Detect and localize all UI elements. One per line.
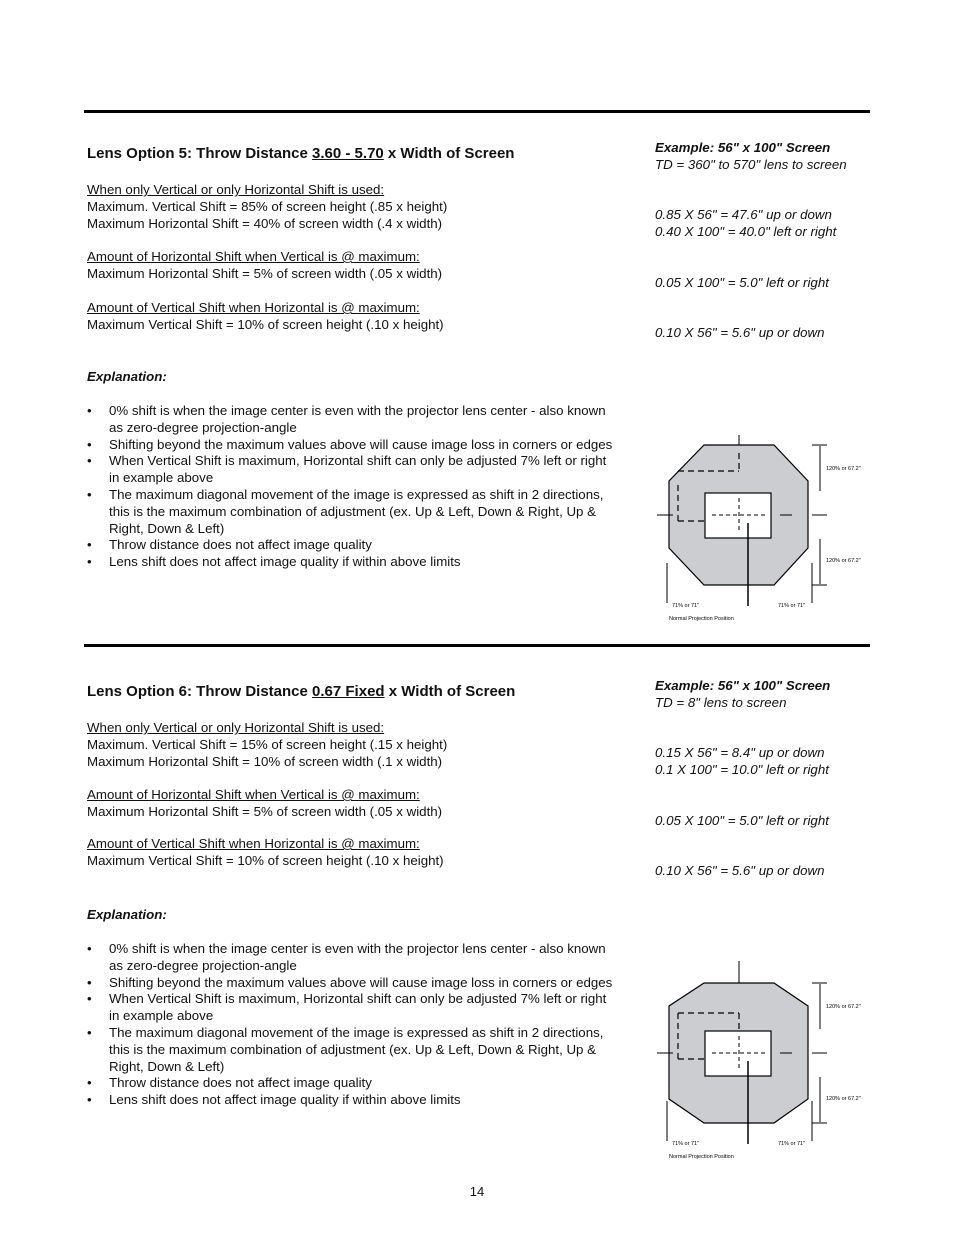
calc-horizontal: 0.40 X 100" = 40.0" left or right <box>655 224 837 239</box>
v-when-h-value: Maximum Vertical Shift = 10% of screen height (.10 x height) <box>87 852 444 868</box>
label-normal-position: Normal Projection Position <box>669 1154 734 1160</box>
bullet-line: Shifting beyond the maximum values above will cause image loss in corners or edges <box>109 974 613 990</box>
bullet-line: as zero-degree projection-angle <box>109 419 297 435</box>
label-top: 120% or 67.2" <box>826 466 861 472</box>
bullet-line: as zero-degree projection-angle <box>109 957 297 973</box>
heading-prefix: Lens Option 5: Throw Distance <box>87 145 313 162</box>
explanation-list <box>87 403 657 571</box>
bullet-line: 0% shift is when the image center is even with the projector lens center - also known <box>109 941 606 956</box>
bullet-line: Throw distance does not affect image quality <box>109 1075 372 1091</box>
h-when-v-value: Maximum Horizontal Shift = 5% of screen width (.05 x width) <box>87 265 443 281</box>
list-item: • The maximum diagonal movement of the image is expressed as shift in 2 directions, this is the maximum combination of adjustment (ex. Up & Left, Down & Right, Up & Right, Down & Left) <box>87 486 604 536</box>
shift-limits-block <box>87 720 447 770</box>
bullet-line: Shifting beyond the maximum values above will cause image loss in corners or edges <box>109 436 613 452</box>
h-when-v-block <box>87 787 442 821</box>
calc-v-when-h: 0.10 X 56" = 5.6" up or down <box>655 863 825 878</box>
bullet-line: in example above <box>109 1008 214 1024</box>
bullet-line: Right, Down & Left) <box>109 1058 225 1074</box>
explanation-list <box>87 941 657 1109</box>
bullet-line: Lens shift does not affect image quality if within above limits <box>109 1092 461 1108</box>
v-when-h-title: Amount of Vertical Shift when Horizontal is @ maximum: <box>87 300 420 315</box>
lens-option-5-section <box>0 113 954 633</box>
calc-v-when-h: 0.10 X 56" = 5.6" up or down <box>655 325 825 340</box>
label-right: 71% or 71" <box>778 603 806 609</box>
bullet-line: The maximum diagonal movement of the image is expressed as shift in 2 directions, <box>109 1024 604 1040</box>
only-shift-title: When only Vertical or only Horizontal Shift is used: <box>87 720 385 735</box>
list-item: • Lens shift does not affect image quality if within above limits <box>87 1092 461 1108</box>
h-when-v-block <box>87 249 442 283</box>
list-item: • Throw distance does not affect image quality <box>87 1075 372 1091</box>
bullet-line: in example above <box>109 470 214 486</box>
list-item: • Lens shift does not affect image quality if within above limits <box>87 554 461 570</box>
explanation-label: Explanation: <box>87 907 167 922</box>
calc-h-when-v: 0.05 X 100" = 5.0" left or right <box>655 813 829 828</box>
example-throw-distance: TD = 8" lens to screen <box>655 695 787 710</box>
lens-shift-diagram <box>650 423 880 633</box>
list-item: • When Vertical Shift is maximum, Horizontal shift can only be adjusted 7% left or right in example above <box>87 991 607 1024</box>
example-title: Example: 56" x 100" Screen <box>655 140 831 155</box>
heading-suffix: x Width of Screen <box>384 683 516 700</box>
v-when-h-value: Maximum Vertical Shift = 10% of screen height (.10 x height) <box>87 316 444 332</box>
lens-option-6-section <box>0 651 954 1171</box>
v-when-h-title: Amount of Vertical Shift when Horizontal is @ maximum: <box>87 836 420 851</box>
calc-block <box>655 744 829 778</box>
h-when-v-title: Amount of Horizontal Shift when Vertical is @ maximum: <box>87 787 420 802</box>
max-horizontal-shift: Maximum Horizontal Shift = 10% of screen width (.1 x width) <box>87 753 443 769</box>
top-rule-2 <box>84 644 870 647</box>
example-title: Example: 56" x 100" Screen <box>655 678 831 693</box>
example-block <box>655 677 830 711</box>
section-heading <box>87 683 515 700</box>
list-item: • Shifting beyond the maximum values above will cause image loss in corners or edges <box>87 436 613 452</box>
heading-prefix: Lens Option 6: Throw Distance <box>87 683 313 700</box>
bullet-line: Throw distance does not affect image quality <box>109 537 372 553</box>
example-throw-distance: TD = 360" to 570" lens to screen <box>655 157 847 172</box>
calc-h-when-v: 0.05 X 100" = 5.0" left or right <box>655 275 829 290</box>
calc-vertical: 0.15 X 56" = 8.4" up or down <box>655 745 825 760</box>
h-when-v-value: Maximum Horizontal Shift = 5% of screen width (.05 x width) <box>87 803 443 819</box>
list-item: • 0% shift is when the image center is even with the projector lens center - also known as zero-degree projection-angle <box>87 403 606 435</box>
explanation-label: Explanation: <box>87 369 167 384</box>
bullet-line: this is the maximum combination of adjustment (ex. Up & Left, Down & Right, Up & <box>109 503 597 519</box>
only-shift-title: When only Vertical or only Horizontal Shift is used: <box>87 182 385 197</box>
section-heading <box>87 145 514 162</box>
heading-throw-value: 0.67 Fixed <box>312 683 385 700</box>
list-item: • The maximum diagonal movement of the image is expressed as shift in 2 directions, this is the maximum combination of adjustment (ex. Up & Left, Down & Right, Up & Right, Down & Left) <box>87 1024 604 1074</box>
shift-limits-block <box>87 182 447 232</box>
label-bottom: 120% or 67.2" <box>826 1096 861 1102</box>
h-when-v-title: Amount of Horizontal Shift when Vertical is @ maximum: <box>87 249 420 264</box>
list-item: • Throw distance does not affect image quality <box>87 537 372 553</box>
max-horizontal-shift: Maximum Horizontal Shift = 40% of screen width (.4 x width) <box>87 215 443 231</box>
calc-vertical: 0.85 X 56" = 47.6" up or down <box>655 207 832 222</box>
label-right: 71% or 71" <box>778 1141 806 1147</box>
heading-throw-value: 3.60 - 5.70 <box>312 145 384 162</box>
v-when-h-block <box>87 836 444 870</box>
label-left: 71% or 71" <box>672 1141 700 1147</box>
lens-shift-diagram <box>650 961 880 1171</box>
bullet-line: The maximum diagonal movement of the image is expressed as shift in 2 directions, <box>109 486 604 502</box>
calc-horizontal: 0.1 X 100" = 10.0" left or right <box>655 762 829 777</box>
max-vertical-shift: Maximum. Vertical Shift = 15% of screen height (.15 x height) <box>87 736 448 752</box>
bullet-line: 0% shift is when the image center is even with the projector lens center - also known <box>109 403 606 418</box>
page-number: 14 <box>469 1184 485 1199</box>
list-item: • 0% shift is when the image center is even with the projector lens center - also known as zero-degree projection-angle <box>87 941 606 973</box>
bullet-line: this is the maximum combination of adjustment (ex. Up & Left, Down & Right, Up & <box>109 1041 597 1057</box>
calc-block <box>655 206 836 240</box>
v-when-h-block <box>87 300 444 334</box>
bullet-line: When Vertical Shift is maximum, Horizontal shift can only be adjusted 7% left or right <box>109 453 607 469</box>
label-top: 120% or 67.2" <box>826 1004 861 1010</box>
list-item: • Shifting beyond the maximum values above will cause image loss in corners or edges <box>87 974 613 990</box>
heading-suffix: x Width of Screen <box>383 145 515 162</box>
max-vertical-shift: Maximum. Vertical Shift = 85% of screen height (.85 x height) <box>87 198 448 214</box>
label-bottom: 120% or 67.2" <box>826 558 861 564</box>
label-left: 71% or 71" <box>672 603 700 609</box>
example-block <box>655 139 847 173</box>
bullet-line: Lens shift does not affect image quality if within above limits <box>109 554 461 570</box>
label-normal-position: Normal Projection Position <box>669 616 734 622</box>
bullet-line: When Vertical Shift is maximum, Horizontal shift can only be adjusted 7% left or right <box>109 991 607 1007</box>
list-item: • When Vertical Shift is maximum, Horizontal shift can only be adjusted 7% left or right in example above <box>87 453 607 486</box>
bullet-line: Right, Down & Left) <box>109 520 225 536</box>
